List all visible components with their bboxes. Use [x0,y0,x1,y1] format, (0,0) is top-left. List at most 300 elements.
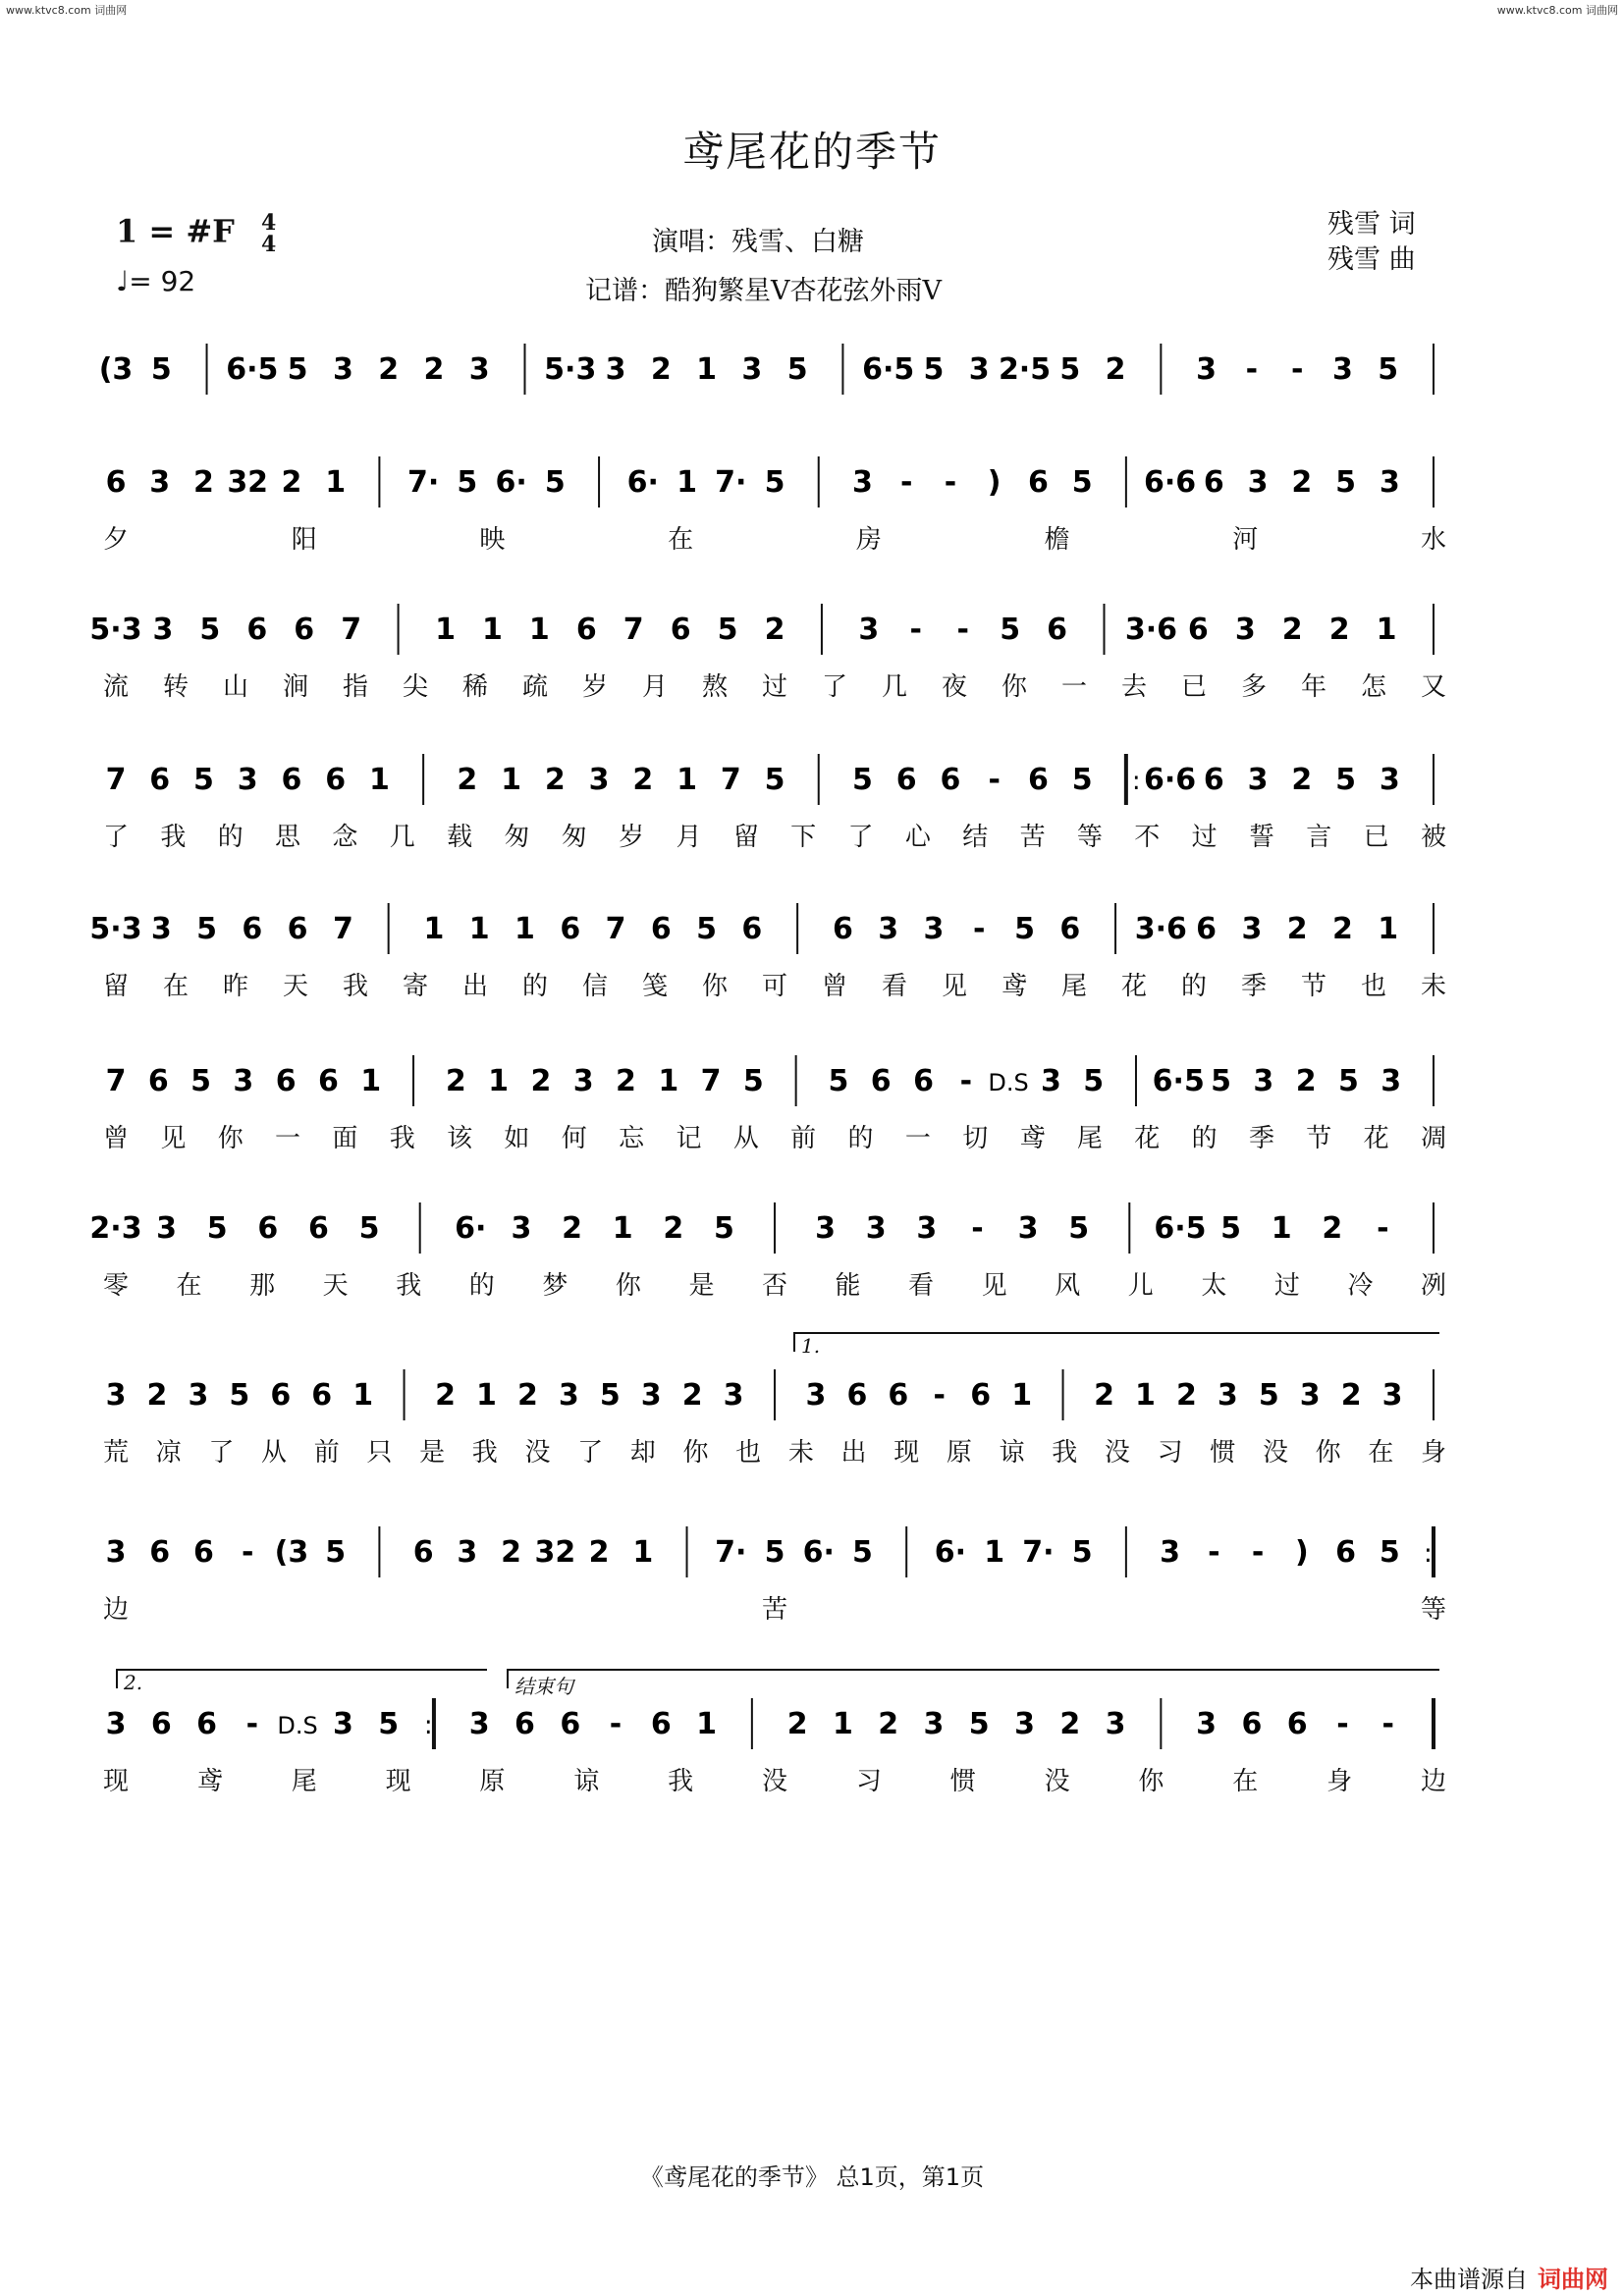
note: 5 [358,1211,380,1246]
lyric-char: 苦 [762,1595,788,1625]
lyric-char: 曾 [103,1124,130,1153]
note: 3 [1380,1064,1402,1098]
note: 6 [105,465,127,500]
note: 1 [514,912,535,946]
note: 5 [457,465,478,500]
note: 2 [1291,465,1313,500]
note: 5 [1337,1064,1359,1098]
lyric-char: 从 [261,1438,288,1468]
note: 6 [1203,465,1224,500]
note: 3 [923,1707,945,1741]
lyric-char: 见 [160,1124,187,1153]
lyric-char: 切 [962,1124,989,1153]
note: 2 [1281,613,1303,647]
note: 5 [193,763,214,797]
lyric-char: 没 [524,1438,551,1468]
lyric-char: 梦 [542,1271,568,1301]
note: 6 [275,1064,297,1098]
lyric-char: 信 [582,972,609,1001]
lyric-char: 冽 [1421,1271,1447,1301]
note: 1 [325,465,347,500]
lyric-char: 我 [1052,1438,1078,1468]
note: 6 [294,613,315,647]
lyric-char: 誓 [1248,823,1274,852]
composer-credit: 残雪 曲 [1327,244,1416,275]
lyric-char: 的 [1181,972,1208,1001]
lyric-char: 凋 [1421,1124,1447,1153]
note: 6 [412,1535,434,1570]
lyric-char: 的 [217,823,244,852]
note: 2 [445,1064,466,1098]
note: 1 [528,613,550,647]
lyric-char: 又 [1421,672,1447,702]
lyric-char: 在 [1232,1767,1259,1796]
lyric-char: 月 [642,672,669,702]
repeat-mark: : [1424,1539,1433,1569]
note: 6 [741,912,763,946]
lyric-char: 荒 [103,1438,130,1468]
lyric-char: 边 [1421,1767,1447,1796]
lyric-char: 你 [1315,1438,1341,1468]
note: - [1290,352,1304,387]
lyric-char: 等 [1421,1595,1447,1625]
note: 3 [1017,1211,1039,1246]
lyric-char: 我 [396,1271,422,1301]
dal-segno-mark: D.S [988,1069,1029,1096]
key-text: 1 = #F [116,212,235,250]
note: 3 [237,763,258,797]
note: 5 [852,1535,873,1570]
lyric-char: 凉 [155,1438,182,1468]
note: 6·5 [862,352,915,387]
lyric-char: 谅 [573,1767,600,1796]
note: 2 [544,763,566,797]
note: 1 [476,1378,497,1413]
lyric-char: 留 [103,972,130,1001]
note: 2 [878,1707,899,1741]
note: 3 [1040,1064,1061,1098]
notes-row [0,1688,1624,1767]
note: 5 [199,613,221,647]
lyric-char: 夜 [942,672,968,702]
note: 5 [923,352,945,387]
lyric-char: 月 [676,823,702,852]
note: 1 [481,613,503,647]
lyric-char: 你 [217,1124,244,1153]
lyric-char: 是 [688,1271,715,1301]
note: 5 [1378,352,1399,387]
note: 5·3 [544,352,597,387]
lyric-char: 没 [1104,1438,1130,1468]
lyric-char: 结 [962,823,989,852]
note: 2 [1175,1378,1197,1413]
note: 2 [1291,763,1313,797]
note: 3 [1247,465,1269,500]
note: ) [987,465,1001,500]
note: 2 [1340,1378,1362,1413]
lyric-char: 是 [419,1438,446,1468]
notes-row [0,893,1624,972]
note: 6 [1241,1707,1263,1741]
lyric-char: 面 [332,1124,358,1153]
note: ) [1294,1535,1309,1570]
note: 3 [105,1707,127,1741]
lyric-char: 指 [343,672,369,702]
note: 6 [281,763,302,797]
note: 1 [1376,613,1397,647]
note: 2 [764,613,785,647]
lyric-char: 太 [1201,1271,1227,1301]
lyric-char: 几 [389,823,415,852]
lyric-char: 已 [1363,823,1389,852]
lyric-char: 言 [1306,823,1332,852]
note: 6·6 [1144,465,1197,500]
lyric-char: 身 [1326,1767,1353,1796]
note: 6 [832,912,853,946]
note: 6 [560,1707,581,1741]
lyric-char: 了 [822,672,848,702]
lyric-char: 一 [904,1124,931,1153]
note: 2 [1105,352,1126,387]
lyric-char: 天 [283,972,309,1001]
note: - [899,465,913,500]
note: 3 [588,763,610,797]
lyric-char: 在 [176,1271,202,1301]
note: 6 [318,1064,339,1098]
note: 1 [423,912,445,946]
note: 6 [1047,613,1068,647]
note: 3·6 [1124,613,1178,647]
note: 2·5 [998,352,1052,387]
note: 3 [723,1378,744,1413]
lyric-char: 花 [1121,972,1148,1001]
note: 1 [352,1378,374,1413]
lyric-char: 尾 [1061,972,1088,1001]
header-url-left[interactable]: www.ktvc8.com 词曲网 [6,4,128,17]
lyrics-row [0,1265,1624,1305]
note: 5 [206,1211,228,1246]
note: 5 [852,763,873,797]
lyric-char: 现 [893,1438,920,1468]
lyric-char: 节 [1301,972,1327,1001]
source-credit [1410,2260,1608,2294]
note: 1 [984,1535,1005,1570]
note: 5 [1335,763,1356,797]
note: - [971,1211,984,1246]
note: - [1336,1707,1349,1741]
note: 6 [287,912,308,946]
lyric-char: 在 [1368,1438,1394,1468]
lyric-char: 忘 [619,1124,645,1153]
lyric-char: 曾 [822,972,848,1001]
time-signature [261,212,276,255]
note: 2 [681,1378,703,1413]
note: 5 [1014,912,1035,946]
note: 6 [246,613,268,647]
lyric-char: 岁 [619,823,645,852]
lyric-char: 尖 [403,672,429,702]
score-line [0,1045,1624,1183]
lyric-char: 从 [732,1124,759,1153]
note: 3 [468,352,490,387]
lyric-char: 过 [1273,1271,1300,1301]
note: 6 [308,1211,329,1246]
note: 6· [934,1535,967,1570]
lyric-char: 思 [275,823,301,852]
note: 5 [764,763,785,797]
note: 3 [878,912,899,946]
note: - [1251,1535,1265,1570]
note: 3 [1196,352,1218,387]
lyric-char: 阳 [291,525,317,555]
note: 2 [281,465,302,500]
note: 2 [530,1064,552,1098]
note: 6 [846,1378,868,1413]
note: 5 [713,1211,734,1246]
lyric-char: 只 [366,1438,393,1468]
lyric-char: 过 [762,672,788,702]
header-url-right[interactable]: www.ktvc8.com 词曲网 [1496,4,1618,17]
note: 3 [852,465,873,500]
notes-row [0,594,1624,672]
note: 2 [516,1378,538,1413]
notes-row [0,1045,1624,1124]
note: 3 [105,1378,127,1413]
note: 3 [605,352,626,387]
note: 7 [623,613,644,647]
lyric-char: 流 [103,672,130,702]
lyrics-row [0,1118,1624,1157]
note: 5·3 [89,613,142,647]
note: 7 [605,912,626,946]
note: 5 [786,352,808,387]
lyric-char: 多 [1241,672,1268,702]
lyric-char: 没 [1262,1438,1288,1468]
note: 6 [895,763,917,797]
lyric-char: 鸢 [1001,972,1028,1001]
note: 6 [1203,763,1224,797]
lyric-char: 载 [447,823,473,852]
note: 3 [858,613,880,647]
lyric-char: 的 [522,972,549,1001]
note: 6· [626,465,659,500]
lyric-char: 花 [1363,1124,1389,1153]
note: 6 [149,763,171,797]
note: 1 [1378,912,1399,946]
note: 5 [1068,1211,1090,1246]
note: 2 [457,763,478,797]
lyric-char: 谅 [999,1438,1025,1468]
note: - [609,1707,623,1741]
lyric-char: 夕 [103,525,130,555]
note: 5 [742,1064,764,1098]
notes-row [0,1360,1624,1438]
note: 5 [190,1064,212,1098]
note: 7 [720,763,741,797]
lyric-char: 岁 [582,672,609,702]
lyric-char: 没 [762,1767,788,1796]
lyric-char: 映 [479,525,506,555]
lyric-char: 你 [682,1438,709,1468]
note: 6 [1335,1535,1356,1570]
note: 6 [270,1378,292,1413]
lyric-char: 了 [847,823,874,852]
lyric-char: 你 [615,1271,641,1301]
notes-row [0,1517,1624,1595]
lyric-char: 儿 [1127,1271,1154,1301]
score-line [0,1193,1624,1330]
lyric-char: 却 [629,1438,656,1468]
notes-row [0,1193,1624,1271]
note: 1 [1135,1378,1156,1413]
score-line [0,594,1624,731]
note: 3 [1379,763,1400,797]
note: 3 [1160,1535,1181,1570]
note: 5 [599,1378,621,1413]
note: 7 [105,763,127,797]
note: 5 [229,1378,250,1413]
note: 6 [147,1064,169,1098]
note: 6 [970,1378,992,1413]
lyric-char: 怎 [1361,672,1387,702]
lyric-char: 疏 [522,672,549,702]
lyrics-row [0,1589,1624,1629]
note: 2 [1332,912,1353,946]
lyric-char: 惯 [949,1767,976,1796]
song-title: 鸢尾花的季节 [681,128,942,176]
note: 6 [1027,763,1049,797]
lyric-char: 昨 [223,972,249,1001]
lyric-char: 习 [855,1767,882,1796]
lyric-char: 原 [946,1438,972,1468]
note: 5 [1220,1211,1241,1246]
note: - [241,1535,254,1570]
lyric-char: 一 [1061,672,1088,702]
lyric-char: 几 [882,672,908,702]
note: 3 [640,1378,662,1413]
note: 1 [832,1707,853,1741]
note: 1 [468,912,490,946]
transcriber-credit: 记谱：酷狗繁星V杏花弦外雨V [585,276,942,306]
note: 6 [149,1535,171,1570]
note: 6 [1027,465,1049,500]
lyric-char: 涧 [283,672,309,702]
note: 5 [828,1064,849,1098]
note: 2 [562,1211,582,1246]
note: 1 [677,763,697,797]
lyrics-row [0,1761,1624,1800]
lyric-char: 我 [668,1767,694,1796]
note: 1 [632,1535,654,1570]
note: 5 [1059,352,1081,387]
note: 5 [196,912,217,946]
lyric-char: 未 [1421,972,1447,1001]
lyric-char: 未 [787,1438,814,1468]
note: 6· [495,465,527,500]
lyric-char: 了 [208,1438,235,1468]
note: 3 [511,1211,532,1246]
note: 5 [1071,763,1093,797]
note: - [956,613,969,647]
lyric-char: 能 [835,1271,861,1301]
note: - [1377,1211,1389,1246]
brand-logo[interactable]: 词曲网 [1538,2266,1608,2293]
score-line [0,447,1624,584]
note: 6· [455,1211,487,1246]
lyric-char: 习 [1157,1438,1183,1468]
lyric-char: 季 [1241,972,1268,1001]
score-line [0,1688,1624,1826]
lyric-char: 前 [313,1438,340,1468]
volta-first: 1. [793,1332,1439,1352]
note: 6 [242,912,263,946]
note: 6 [913,1064,934,1098]
lyric-char: 去 [1121,672,1148,702]
lyric-char: 边 [103,1595,130,1625]
note: 7 [332,912,353,946]
key-signature [116,212,276,255]
note: - [245,1707,259,1741]
lyrics-row [0,519,1624,559]
lyric-char: 花 [1134,1124,1161,1153]
note: 7 [105,1064,127,1098]
lyric-char: 我 [389,1124,415,1153]
note: 6 [193,1535,214,1570]
note: 2 [378,352,400,387]
lyric-char: 的 [1191,1124,1218,1153]
note: 5·3 [89,912,142,946]
note: 5 [968,1707,990,1741]
lyrics-row [0,817,1624,856]
lyric-char: 看 [908,1271,935,1301]
note: 3 [149,465,171,500]
lyric-char: 的 [847,1124,874,1153]
note: 3 [1105,1707,1126,1741]
note: 3 [332,1707,353,1741]
lyric-char: 我 [160,823,187,852]
note: 32 [534,1535,576,1570]
notes-row [0,334,1624,412]
lyric-char: 身 [1421,1438,1447,1468]
note: 3 [1332,352,1353,387]
lyric-char: 尾 [291,1767,317,1796]
lyric-char: 现 [103,1767,130,1796]
tempo-mark: ♩= 92 [116,265,196,297]
note: 1 [368,763,390,797]
lyric-char: 稀 [462,672,489,702]
note: 3 [457,1535,478,1570]
note: 6 [575,613,597,647]
lyric-char: 那 [249,1271,276,1301]
note: 3 [1247,763,1269,797]
note: 6 [670,613,691,647]
note: 5 [150,352,172,387]
lyric-char: 匆 [561,823,587,852]
note: 3 [152,613,174,647]
time-top: 4 [261,210,277,236]
note: 7 [341,613,362,647]
score-line [0,1360,1624,1497]
note: 5 [717,613,738,647]
lyric-char: 下 [790,823,817,852]
note: 2 [786,1707,808,1741]
note: 2·3 [89,1211,142,1246]
note: 6· [802,1535,835,1570]
note: 6 [196,1707,217,1741]
note: 2 [632,763,654,797]
note: 5 [287,352,308,387]
note: 2 [1094,1378,1114,1413]
